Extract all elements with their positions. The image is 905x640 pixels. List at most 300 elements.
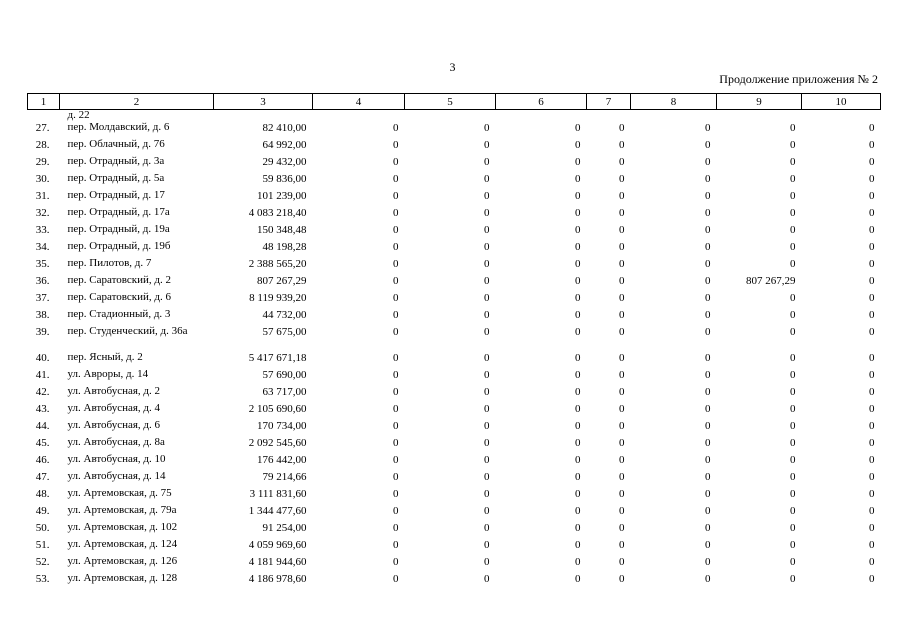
value-col5: 0 [484, 309, 490, 321]
value-col8: 0 [705, 156, 711, 168]
row-number: 28. [35, 139, 50, 151]
value-col4: 0 [393, 352, 399, 364]
value-col8: 0 [705, 352, 711, 364]
value-col7: 0 [619, 556, 625, 568]
value-col4: 0 [393, 454, 399, 466]
value-col8: 0 [705, 326, 711, 338]
value-col10: 0 [869, 139, 875, 151]
row-number: 40. [35, 352, 50, 364]
value-col4: 0 [393, 471, 399, 483]
value-col7: 0 [619, 224, 625, 236]
value-col7: 0 [619, 437, 625, 449]
value-col9: 0 [790, 369, 796, 381]
header-row [28, 94, 881, 110]
value-col5: 0 [484, 437, 490, 449]
address: пер. Облачный, д. 76 [67, 138, 165, 150]
value-col7: 0 [619, 173, 625, 185]
value-col9: 0 [790, 454, 796, 466]
value-col8: 0 [705, 420, 711, 432]
table-row [28, 437, 881, 454]
row-number: 53. [35, 573, 50, 585]
row-number: 38. [35, 309, 50, 321]
value-col4: 0 [393, 326, 399, 338]
value-col7: 0 [619, 292, 625, 304]
address: ул. Артемовская, д. 102 [67, 521, 178, 533]
value-col4: 0 [393, 173, 399, 185]
value-col10: 0 [869, 505, 875, 517]
value-col6: 0 [575, 539, 581, 551]
address: ул. Автобусная, д. 6 [67, 419, 161, 431]
value-col10: 0 [869, 156, 875, 168]
value-col9: 0 [790, 207, 796, 219]
column-header: 8 [631, 94, 717, 110]
value-col3: 2 388 565,20 [248, 258, 307, 270]
value-col5: 0 [484, 207, 490, 219]
row-number: 42. [35, 386, 50, 398]
value-col4: 0 [393, 556, 399, 568]
address: пер. Отрадный, д. 19б [67, 240, 171, 252]
table-row [28, 309, 881, 326]
value-col4: 0 [393, 292, 399, 304]
value-col7: 0 [619, 207, 625, 219]
value-col9: 0 [790, 326, 796, 338]
value-col7: 0 [619, 352, 625, 364]
value-col4: 0 [393, 505, 399, 517]
value-col5: 0 [484, 556, 490, 568]
value-col3: 3 111 831,60 [249, 488, 307, 500]
value-col7: 0 [619, 505, 625, 517]
value-col4: 0 [393, 386, 399, 398]
value-col8: 0 [705, 258, 711, 270]
address: пер. Отрадный, д. 3а [67, 155, 165, 167]
value-col5: 0 [484, 190, 490, 202]
table-row [28, 369, 881, 386]
column-header: 1 [28, 94, 60, 110]
table-row [28, 539, 881, 556]
value-col8: 0 [705, 471, 711, 483]
value-col5: 0 [484, 522, 490, 534]
value-col4: 0 [393, 241, 399, 253]
row-number: 47. [35, 471, 50, 483]
row-number: 33. [35, 224, 50, 236]
value-col3: 8 119 939,20 [249, 292, 307, 304]
table-row [28, 488, 881, 505]
value-col3: 64 992,00 [262, 139, 307, 151]
row-number: 46. [35, 454, 50, 466]
value-col9: 0 [790, 437, 796, 449]
value-col4: 0 [393, 437, 399, 449]
value-col7: 0 [619, 156, 625, 168]
row-number: 36. [35, 275, 50, 287]
table-row [28, 275, 881, 292]
value-col4: 0 [393, 122, 399, 134]
value-col9: 0 [790, 403, 796, 415]
address: ул. Артемовская, д. 128 [67, 572, 178, 584]
value-col4: 0 [393, 522, 399, 534]
value-col4: 0 [393, 309, 399, 321]
row-number: 32. [35, 207, 50, 219]
value-col8: 0 [705, 539, 711, 551]
value-col5: 0 [484, 403, 490, 415]
row-number: 41. [35, 369, 50, 381]
value-col6: 0 [575, 309, 581, 321]
value-col8: 0 [705, 505, 711, 517]
row-number: 27. [35, 122, 50, 134]
value-col3: 57 675,00 [262, 326, 307, 338]
table-row [28, 505, 881, 522]
address: пер. Отрадный, д. 5а [67, 172, 165, 184]
value-col9: 0 [790, 420, 796, 432]
value-col6: 0 [575, 505, 581, 517]
address: ул. Артемовская, д. 79а [67, 504, 177, 516]
value-col3: 2 105 690,60 [248, 403, 307, 415]
value-col9: 0 [790, 292, 796, 304]
row-number: 52. [35, 556, 50, 568]
value-col10: 0 [869, 420, 875, 432]
value-col8: 0 [705, 122, 711, 134]
table-row [28, 556, 881, 573]
table-row [28, 207, 881, 224]
value-col3: 44 732,00 [262, 309, 307, 321]
address: пер. Саратовский, д. 6 [67, 291, 171, 303]
value-col6: 0 [575, 420, 581, 432]
value-col9: 0 [790, 190, 796, 202]
value-col5: 0 [484, 505, 490, 517]
address: ул. Автобусная, д. 14 [67, 470, 166, 482]
table-row [28, 522, 881, 539]
value-col8: 0 [705, 369, 711, 381]
column-header: 7 [587, 94, 631, 110]
value-col6: 0 [575, 156, 581, 168]
value-col10: 0 [869, 386, 875, 398]
table-row [28, 139, 881, 156]
value-col7: 0 [619, 326, 625, 338]
table-row [28, 352, 881, 369]
value-col7: 0 [619, 454, 625, 466]
table-row [28, 471, 881, 488]
value-col3: 2 092 545,60 [248, 437, 307, 449]
value-col6: 0 [575, 488, 581, 500]
row-number: 34. [35, 241, 50, 253]
value-col4: 0 [393, 156, 399, 168]
table-row [28, 241, 881, 258]
value-col10: 0 [869, 207, 875, 219]
value-col7: 0 [619, 369, 625, 381]
value-col6: 0 [575, 275, 581, 287]
address: ул. Артемовская, д. 124 [67, 538, 178, 550]
value-col5: 0 [484, 573, 490, 585]
address: пер. Студенческий, д. 36а [67, 325, 188, 337]
value-col10: 0 [869, 122, 875, 134]
table-row [28, 292, 881, 309]
value-col9: 0 [790, 139, 796, 151]
row-number: 29. [35, 156, 50, 168]
table-row [28, 420, 881, 437]
value-col7: 0 [619, 241, 625, 253]
value-col9: 0 [790, 556, 796, 568]
value-col10: 0 [869, 224, 875, 236]
table-row [28, 454, 881, 471]
value-col6: 0 [575, 437, 581, 449]
column-header: 6 [496, 94, 587, 110]
value-col10: 0 [869, 173, 875, 185]
address: ул. Автобусная, д. 8а [67, 436, 165, 448]
value-col5: 0 [484, 241, 490, 253]
address: пер. Отрадный, д. 19а [67, 223, 170, 235]
table-row [28, 173, 881, 190]
value-col8: 0 [705, 403, 711, 415]
value-col7: 0 [619, 522, 625, 534]
value-col5: 0 [484, 224, 490, 236]
value-col8: 0 [705, 454, 711, 466]
value-col3: 4 181 944,60 [248, 556, 307, 568]
value-col6: 0 [575, 573, 581, 585]
value-col8: 0 [705, 241, 711, 253]
value-col9: 0 [790, 505, 796, 517]
row-number: 50. [35, 522, 50, 534]
value-col5: 0 [484, 539, 490, 551]
table-row [28, 573, 881, 590]
value-col5: 0 [484, 258, 490, 270]
value-col9: 0 [790, 224, 796, 236]
address: ул. Автобусная, д. 10 [67, 453, 166, 465]
table-row [28, 326, 881, 352]
value-col4: 0 [393, 224, 399, 236]
value-col5: 0 [484, 386, 490, 398]
value-col9: 0 [790, 156, 796, 168]
appendix-title: Продолжение приложения № 2 [719, 72, 878, 86]
page-number: 3 [449, 60, 456, 74]
value-col7: 0 [619, 122, 625, 134]
data-table [27, 93, 881, 590]
value-col4: 0 [393, 190, 399, 202]
value-col9: 807 267,29 [746, 275, 796, 287]
address: пер. Отрадный, д. 17 [67, 189, 165, 201]
row-number: 44. [35, 420, 50, 432]
value-col3: 101 239,00 [257, 190, 307, 202]
value-col6: 0 [575, 369, 581, 381]
value-col7: 0 [619, 190, 625, 202]
value-col10: 0 [869, 369, 875, 381]
value-col7: 0 [619, 573, 625, 585]
value-col3: 48 198,28 [262, 241, 307, 253]
value-col4: 0 [393, 420, 399, 432]
value-col9: 0 [790, 471, 796, 483]
value-col5: 0 [484, 122, 490, 134]
row-number: 48. [35, 488, 50, 500]
row-number: 45. [35, 437, 50, 449]
value-col7: 0 [619, 275, 625, 287]
value-col4: 0 [393, 539, 399, 551]
address: пер. Молдавский, д. 6 [67, 121, 170, 133]
value-col3: 4 083 218,40 [248, 207, 307, 219]
value-col10: 0 [869, 454, 875, 466]
value-col6: 0 [575, 224, 581, 236]
address: ул. Артемовская, д. 126 [67, 555, 178, 567]
value-col5: 0 [484, 471, 490, 483]
value-col5: 0 [484, 369, 490, 381]
value-col9: 0 [790, 122, 796, 134]
value-col6: 0 [575, 173, 581, 185]
value-col8: 0 [705, 437, 711, 449]
table-row [28, 403, 881, 420]
value-col6: 0 [575, 241, 581, 253]
value-col8: 0 [705, 292, 711, 304]
value-col5: 0 [484, 156, 490, 168]
table-row [28, 156, 881, 173]
address: пер. Отрадный, д. 17а [67, 206, 170, 218]
value-col10: 0 [869, 258, 875, 270]
value-col3: 170 734,00 [257, 420, 307, 432]
value-col6: 0 [575, 326, 581, 338]
value-col6: 0 [575, 386, 581, 398]
value-col10: 0 [869, 190, 875, 202]
value-col10: 0 [869, 471, 875, 483]
value-col8: 0 [705, 556, 711, 568]
value-col3: 57 690,00 [262, 369, 307, 381]
value-col8: 0 [705, 309, 711, 321]
continuation-fragment: д. 22 [67, 109, 90, 121]
value-col6: 0 [575, 139, 581, 151]
value-col4: 0 [393, 573, 399, 585]
value-col9: 0 [790, 488, 796, 500]
value-col5: 0 [484, 326, 490, 338]
value-col6: 0 [575, 454, 581, 466]
value-col10: 0 [869, 292, 875, 304]
value-col3: 4 186 978,60 [248, 573, 307, 585]
value-col6: 0 [575, 190, 581, 202]
address: пер. Пилотов, д. 7 [67, 257, 152, 269]
value-col4: 0 [393, 139, 399, 151]
value-col3: 59 836,00 [262, 173, 307, 185]
value-col5: 0 [484, 488, 490, 500]
value-col10: 0 [869, 309, 875, 321]
value-col3: 807 267,29 [257, 275, 307, 287]
row-number: 37. [35, 292, 50, 304]
value-col7: 0 [619, 258, 625, 270]
column-header: 4 [313, 94, 405, 110]
value-col8: 0 [705, 573, 711, 585]
value-col6: 0 [575, 352, 581, 364]
value-col7: 0 [619, 386, 625, 398]
value-col8: 0 [705, 488, 711, 500]
value-col3: 1 344 477,60 [248, 505, 307, 517]
value-col6: 0 [575, 471, 581, 483]
address: пер. Саратовский, д. 2 [67, 274, 171, 286]
value-col8: 0 [705, 275, 711, 287]
value-col7: 0 [619, 539, 625, 551]
value-col9: 0 [790, 386, 796, 398]
value-col5: 0 [484, 454, 490, 466]
value-col6: 0 [575, 522, 581, 534]
value-col3: 82 410,00 [262, 122, 307, 134]
value-col9: 0 [790, 352, 796, 364]
column-header: 9 [717, 94, 802, 110]
value-col8: 0 [705, 173, 711, 185]
value-col9: 0 [790, 241, 796, 253]
address: ул. Автобусная, д. 4 [67, 402, 161, 414]
column-header: 2 [60, 94, 214, 110]
value-col3: 91 254,00 [262, 522, 307, 534]
value-col7: 0 [619, 488, 625, 500]
value-col8: 0 [705, 224, 711, 236]
value-col7: 0 [619, 471, 625, 483]
value-col5: 0 [484, 420, 490, 432]
row-number: 43. [35, 403, 50, 415]
value-col3: 150 348,48 [257, 224, 307, 236]
value-col5: 0 [484, 275, 490, 287]
value-col10: 0 [869, 352, 875, 364]
value-col10: 0 [869, 556, 875, 568]
value-col3: 63 717,00 [262, 386, 307, 398]
value-col9: 0 [790, 173, 796, 185]
value-col9: 0 [790, 258, 796, 270]
address: ул. Авроры, д. 14 [67, 368, 149, 380]
value-col10: 0 [869, 403, 875, 415]
value-col6: 0 [575, 556, 581, 568]
value-col5: 0 [484, 292, 490, 304]
table-row [28, 122, 881, 139]
table-row [28, 224, 881, 241]
value-col9: 0 [790, 573, 796, 585]
address: ул. Артемовская, д. 75 [67, 487, 172, 499]
value-col10: 0 [869, 522, 875, 534]
value-col10: 0 [869, 488, 875, 500]
value-col7: 0 [619, 403, 625, 415]
value-col10: 0 [869, 241, 875, 253]
table-row [28, 386, 881, 403]
column-header: 3 [214, 94, 313, 110]
row-number: 31. [35, 190, 50, 202]
value-col4: 0 [393, 488, 399, 500]
value-col3: 5 417 671,18 [248, 352, 307, 364]
value-col4: 0 [393, 207, 399, 219]
value-col6: 0 [575, 207, 581, 219]
column-header: 5 [405, 94, 496, 110]
column-header: 10 [802, 94, 881, 110]
value-col4: 0 [393, 403, 399, 415]
value-col8: 0 [705, 139, 711, 151]
row-number: 49. [35, 505, 50, 517]
value-col9: 0 [790, 539, 796, 551]
value-col3: 79 214,66 [262, 471, 307, 483]
row-number: 35. [35, 258, 50, 270]
address: ул. Автобусная, д. 2 [67, 385, 161, 397]
value-col5: 0 [484, 173, 490, 185]
value-col4: 0 [393, 258, 399, 270]
value-col4: 0 [393, 369, 399, 381]
value-col3: 176 442,00 [257, 454, 307, 466]
value-col4: 0 [393, 275, 399, 287]
value-col3: 4 059 969,60 [248, 539, 307, 551]
value-col6: 0 [575, 403, 581, 415]
value-col5: 0 [484, 139, 490, 151]
value-col10: 0 [869, 437, 875, 449]
value-col10: 0 [869, 573, 875, 585]
value-col6: 0 [575, 258, 581, 270]
value-col9: 0 [790, 309, 796, 321]
row-number: 30. [35, 173, 50, 185]
value-col10: 0 [869, 326, 875, 338]
value-col8: 0 [705, 190, 711, 202]
value-col3: 29 432,00 [262, 156, 307, 168]
value-col6: 0 [575, 292, 581, 304]
value-col7: 0 [619, 420, 625, 432]
row-number: 51. [35, 539, 50, 551]
value-col8: 0 [705, 207, 711, 219]
row-number: 39. [35, 326, 50, 338]
address: пер. Ясный, д. 2 [67, 351, 143, 363]
